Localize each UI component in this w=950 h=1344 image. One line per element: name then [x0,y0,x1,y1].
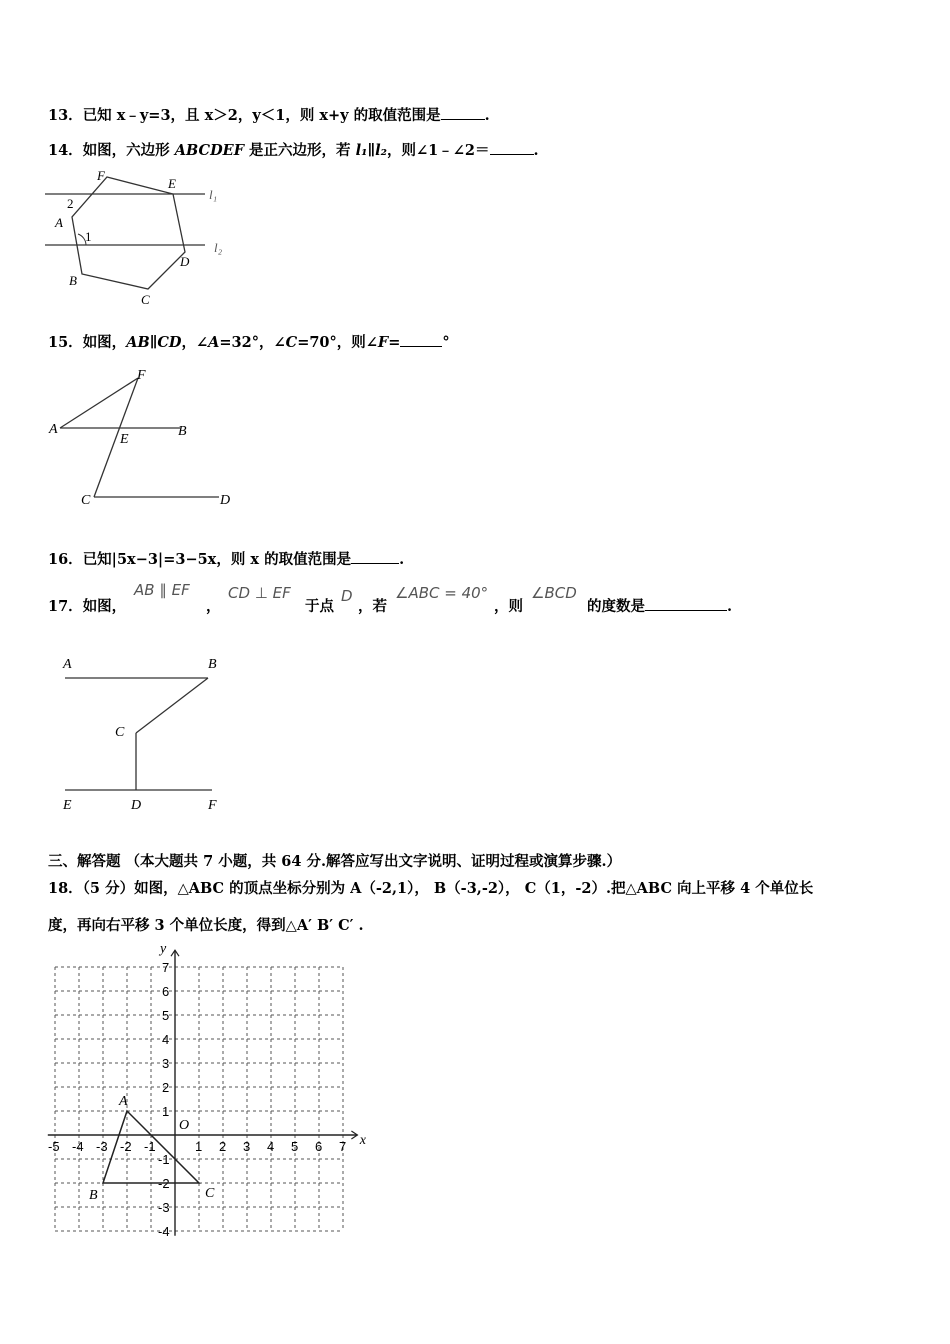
q14-answer-blank[interactable] [490,140,534,155]
y-tick-label: -1 [158,1152,170,1167]
q17-formula-cd-perp-ef: CD ⊥ EF [228,584,291,602]
q13-number: 13． [48,107,83,124]
angle-2-label: 2 [67,196,74,211]
q17-text-e: 的度数是 [587,598,645,615]
y-tick-label: -4 [158,1224,170,1239]
fig15-label-F: F [137,368,146,383]
line-FC [94,378,138,497]
q17-number-and-intro [48,595,126,616]
y-tick-label: 5 [162,1008,170,1023]
x-tick-label: 1 [195,1139,203,1154]
hex-label-B: B [69,273,77,288]
q13-answer-blank[interactable] [441,105,485,120]
q15-angle-a: A [208,334,220,351]
q13-end: . [484,107,490,124]
line-AF [60,378,138,428]
q17-end: . [727,598,733,615]
question-16 [48,548,404,569]
vertex-label-B: B [89,1188,98,1203]
section-3-heading: 三、解答题 （本大题共 7 小题，共 64 分.解答应写出文字说明、证明过程或演算步骤.） [48,853,622,870]
q16-end: . [399,551,405,568]
q17-formula-d: D [341,587,353,605]
q17-number: 17． [48,598,83,615]
q17-answer-blank[interactable] [645,596,727,611]
fig17-label-C: C [115,725,125,740]
hex-label-C: C [141,292,150,307]
y-tick-label: 7 [162,960,170,975]
origin-label: O [179,1118,190,1133]
x-tick-label: 2 [219,1139,227,1154]
x-tick-label: -2 [120,1139,132,1154]
q17-figure [55,650,235,820]
q17-formula-angle-bcd: ∠BCD [531,584,577,602]
q15-angle-c: C [285,334,298,351]
fig17-label-D: D [131,798,142,813]
fig15-label-A: A [49,422,58,437]
q16-text: 已知|5x−3|=3−5x，则 x 的取值范围是 [82,551,352,568]
label-l2: l₂ [214,240,223,255]
q17-text-a: 如图， [82,598,127,615]
y-tick-label: -3 [158,1200,170,1215]
q14-number: 14． [48,142,83,159]
q14-text-c: 是正六边形，若 [244,142,356,159]
q15-answer-blank[interactable] [400,332,442,347]
fig17-label-F: F [208,798,217,813]
x-tick-label: 5 [291,1139,299,1154]
vertex-label-C: C [205,1186,215,1201]
q18-line-1: 18．（5 分）如图，△ABC 的顶点坐标分别为 A（-2,1）， B（-3,-2）， C（1，-2）.把△ABC 向上平移 4 个单位长 [48,880,814,897]
q17-formula-ab-parallel-ef: AB ∥ EF [134,581,190,599]
hex-label-F: F [97,168,105,183]
fig17-label-B: B [208,657,217,672]
q15-end: ° [442,334,450,351]
q17-tail [587,595,732,616]
fig15-label-E: E [120,432,129,447]
vertex-label-A: A [119,1094,128,1109]
angle-1-label: 1 [85,229,92,244]
q15-text-a: 如图， [82,334,127,351]
hex-label-A: A [55,215,63,230]
y-tick-label: 2 [162,1080,170,1095]
y-tick-label: 1 [162,1104,170,1119]
fig15-label-C: C [81,493,91,508]
q14-text-a: 如图，六边形 [82,142,175,159]
y-tick-label: 3 [162,1056,170,1071]
question-13 [48,104,490,125]
q14-end: . [533,142,539,159]
q15-text-i: = [388,334,401,351]
q15-number: 15． [48,334,83,351]
x-tick-label: 4 [267,1139,275,1154]
grid-lines [55,967,343,1231]
x-tick-label: -1 [144,1139,156,1154]
y-tick-label: 4 [162,1032,170,1047]
hex-label-E: E [168,176,176,191]
x-tick-label: 3 [243,1139,251,1154]
q17-text-d: ，则 [494,598,523,615]
q17-text-c: ，若 [358,598,387,615]
q15-text-e: =32°，∠ [219,334,286,351]
q14-hexagon-figure [40,162,240,312]
q15-parallel: AB∥CD [126,334,182,351]
q18-line-2: 度，再向右平移 3 个单位长度，得到△A′ B′ C′ . [48,917,364,934]
q14-text-e: ，则∠1﹣∠2＝ [387,142,490,159]
q14-parallel-lines: l₁∥l₂ [355,142,388,159]
y-tick-label: -2 [158,1176,170,1191]
question-14 [48,139,539,160]
q18-coordinate-grid [40,940,380,1240]
x-tick-label: 6 [315,1139,323,1154]
fig15-label-D: D [220,493,231,508]
line-BC [136,678,208,733]
x-tick-label: -5 [48,1139,60,1154]
fig17-label-A: A [63,657,72,672]
q17-formula-angle-abc: ∠ABC = 40° [395,584,489,602]
q13-text: 已知 x﹣y=3，且 x＞2，y＜1，则 x+y 的取值范围是 [82,107,441,124]
q16-number: 16． [48,551,83,568]
question-15 [48,331,450,352]
fig17-label-E: E [63,798,72,813]
q17-sep-1: ， [206,598,221,615]
label-l1: l₁ [209,187,218,202]
x-tick-label: -4 [72,1139,84,1154]
x-tick-label: -3 [96,1139,108,1154]
q15-text-g: =70°，则∠ [297,334,378,351]
x-tick-label: 7 [339,1139,347,1154]
q15-figure [44,362,244,512]
hex-label-D: D [180,254,190,269]
q15-angle-f: F [377,334,389,351]
fig15-label-B: B [178,424,187,439]
q16-answer-blank[interactable] [351,549,399,564]
q15-text-c: ，∠ [181,334,209,351]
y-tick-label: 6 [162,984,170,999]
x-axis-label: x [359,1133,367,1148]
q14-hexagon-name: ABCDEF [174,142,244,159]
y-axis-label: y [160,941,167,957]
q17-text-b: 于点 [305,598,334,615]
